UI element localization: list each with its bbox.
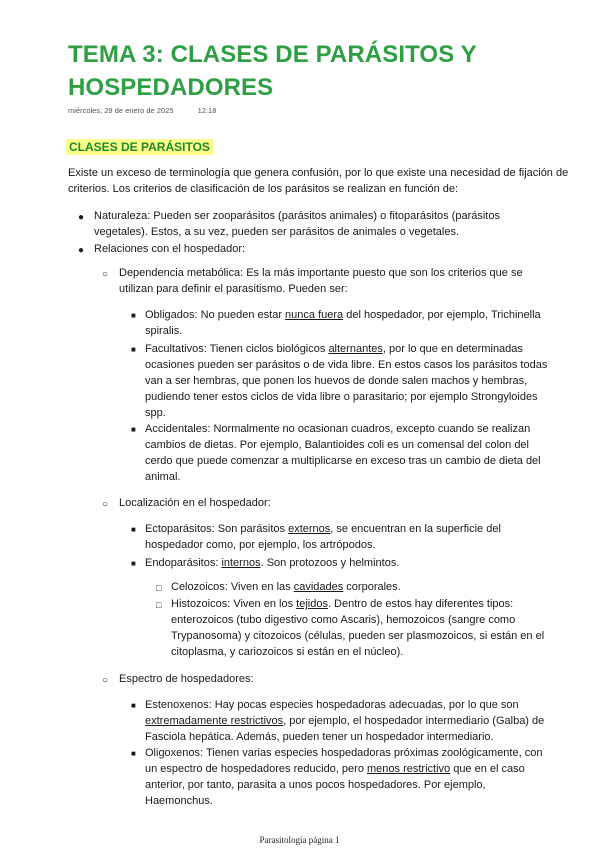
text-line: utilizan para definir el parasitismo. Pueden ser:	[119, 283, 348, 295]
underlined-term: nunca fuera	[285, 309, 344, 321]
text-line: extremadamente restrictivos, por ejemplo, el hospedador intermediario (Galba) de	[145, 715, 545, 727]
bullet-square-icon: ■	[131, 749, 136, 758]
text-line: cerdo que puede comenzar a multiplicarse en exceso tras un cambio de dieta del	[145, 455, 541, 467]
text-line: Dependencia metabólica: Es la más importante puesto que son los criterios que se	[119, 267, 523, 279]
bullet-square-icon: ■	[131, 425, 136, 434]
section-heading: CLASES DE PARÁSITOS	[66, 139, 213, 155]
text-line: pudiendo tener estos ciclos de vida libre o parasitario; por ejemplo Strongyloides	[145, 391, 538, 403]
text-line: citoplasma, y cariozoicos si están en el núcleo).	[171, 646, 404, 658]
bullet-hollow-square-icon: □	[156, 583, 162, 593]
note-metadata	[68, 106, 238, 115]
bullet-circle-icon: ○	[102, 675, 109, 686]
list-item-espectro: Espectro de hospedadores:	[119, 673, 254, 685]
text-line: Obligados: No pueden estar nunca fuera del hospedador, por ejemplo, Trichinella	[145, 309, 541, 321]
text-line: Oligoxenos: Tienen varias especies hospedadoras próximas zoológicamente, con	[145, 747, 543, 759]
text-line: van a ser hembras, que ponen los huevos de donde salen machos y hembras,	[145, 375, 528, 387]
list-item-endoparasitos	[145, 555, 585, 571]
text-line: Estenoxenos: Hay pocas especies hospedadoras adecuadas, por lo que son	[145, 699, 519, 711]
underlined-term: cavidades	[293, 581, 344, 593]
text-line: anterior, por tanto, parasita a unos pocos hospedadores. Por ejemplo,	[145, 779, 486, 791]
text-line: Endoparásitos: internos. Son protozoos y helmintos.	[145, 557, 400, 569]
list-item-histozoicos	[171, 596, 586, 660]
underlined-term: internos	[221, 557, 261, 569]
bullet-square-icon: ■	[131, 311, 136, 320]
text-line: animal.	[145, 471, 181, 483]
list-item-estenoxenos	[145, 697, 595, 745]
note-time: 12:18	[197, 106, 217, 115]
list-item-celozoicos	[171, 579, 581, 595]
text-line: hospedador como, por ejemplo, los artrópodos.	[145, 539, 376, 551]
text-line: un espectro de hospedadores reducido, pero menos restrictivo que en el caso	[145, 763, 525, 775]
intro-paragraph: Existe un exceso de terminología que genera confusión, por lo que existe una necesidad de fijación de criterios. Los criterios de clasificación de los parásitos se realizan en función de:	[68, 167, 569, 195]
underlined-term: tejidos	[296, 598, 328, 610]
text-line: spp.	[145, 407, 166, 419]
text-line: cambios de dietas. Por ejemplo, Balantioides coli es un comensal del colon del	[145, 439, 529, 451]
text-line: ocasiones pueden ser parásitos o de vida libre. En estos casos los parásitos todas	[145, 359, 548, 371]
text-line: vegetales). Estos, a su vez, pueden ser parásitos de animales o vegetales.	[94, 226, 460, 238]
underlined-term: alternantes	[328, 343, 383, 355]
list-item-naturaleza	[94, 208, 574, 240]
note-date: miércoles, 29 de enero de 2025	[68, 106, 174, 115]
text-line: spiralis.	[145, 325, 183, 337]
text-line: Naturaleza: Pueden ser zooparásitos (parásitos animales) o fitoparásitos (parásitos	[94, 210, 500, 222]
underlined-term: menos restrictivo	[367, 763, 451, 775]
list-item-relaciones: Relaciones con el hospedador:	[94, 243, 246, 255]
bullet-disc-icon: ●	[78, 245, 85, 256]
underlined-term: externos	[288, 523, 331, 535]
text-line: enterozoicos (tubo digestivo como Ascaris), hemozoicos (sangre como	[171, 614, 516, 626]
text-line: Fasciola hepática. Además, pueden tener un hospedador intermediario.	[145, 731, 494, 743]
bullet-square-icon: ■	[131, 701, 136, 710]
text-line: Celozoicos: Viven en las cavidades corporales.	[171, 581, 401, 593]
text-line: Ectoparásitos: Son parásitos externos, se encuentran en la superficie del	[145, 523, 501, 535]
list-item-oligoxenos	[145, 745, 590, 809]
text-line: Accidentales: Normalmente no ocasionan cuadros, excepto cuando se realizan	[145, 423, 531, 435]
bullet-circle-icon: ○	[102, 269, 109, 280]
underlined-term: extremadamente restrictivos	[145, 715, 284, 727]
list-item-accidentales	[145, 421, 590, 485]
list-item-ectoparasitos	[145, 521, 585, 553]
bullet-circle-icon: ○	[102, 499, 109, 510]
list-item-facultativos	[145, 341, 590, 421]
bullet-hollow-square-icon: □	[156, 600, 162, 610]
list-item-dependencia	[119, 265, 569, 297]
page-title: TEMA 3: CLASES DE PARÁSITOS Y HOSPEDADORES	[68, 41, 477, 101]
list-item-localizacion: Localización en el hospedador:	[119, 497, 271, 509]
page-footer: Parasitología página 1	[259, 835, 340, 845]
bullet-square-icon: ■	[131, 345, 136, 354]
text-line: Histozoicos: Viven en los tejidos. Dentro de estos hay diferentes tipos:	[171, 598, 514, 610]
bullet-square-icon: ■	[131, 525, 136, 534]
list-item-obligados	[145, 307, 585, 339]
text-line: Facultativos: Tienen ciclos biológicos alternantes, por lo que en determinadas	[145, 343, 523, 355]
text-line: Haemonchus.	[145, 795, 213, 807]
bullet-square-icon: ■	[131, 559, 136, 568]
bullet-disc-icon: ●	[78, 212, 85, 223]
text-line: Trypanosoma) y citozoicos (células, pueden ser plasmozoicos, si están en el	[171, 630, 545, 642]
